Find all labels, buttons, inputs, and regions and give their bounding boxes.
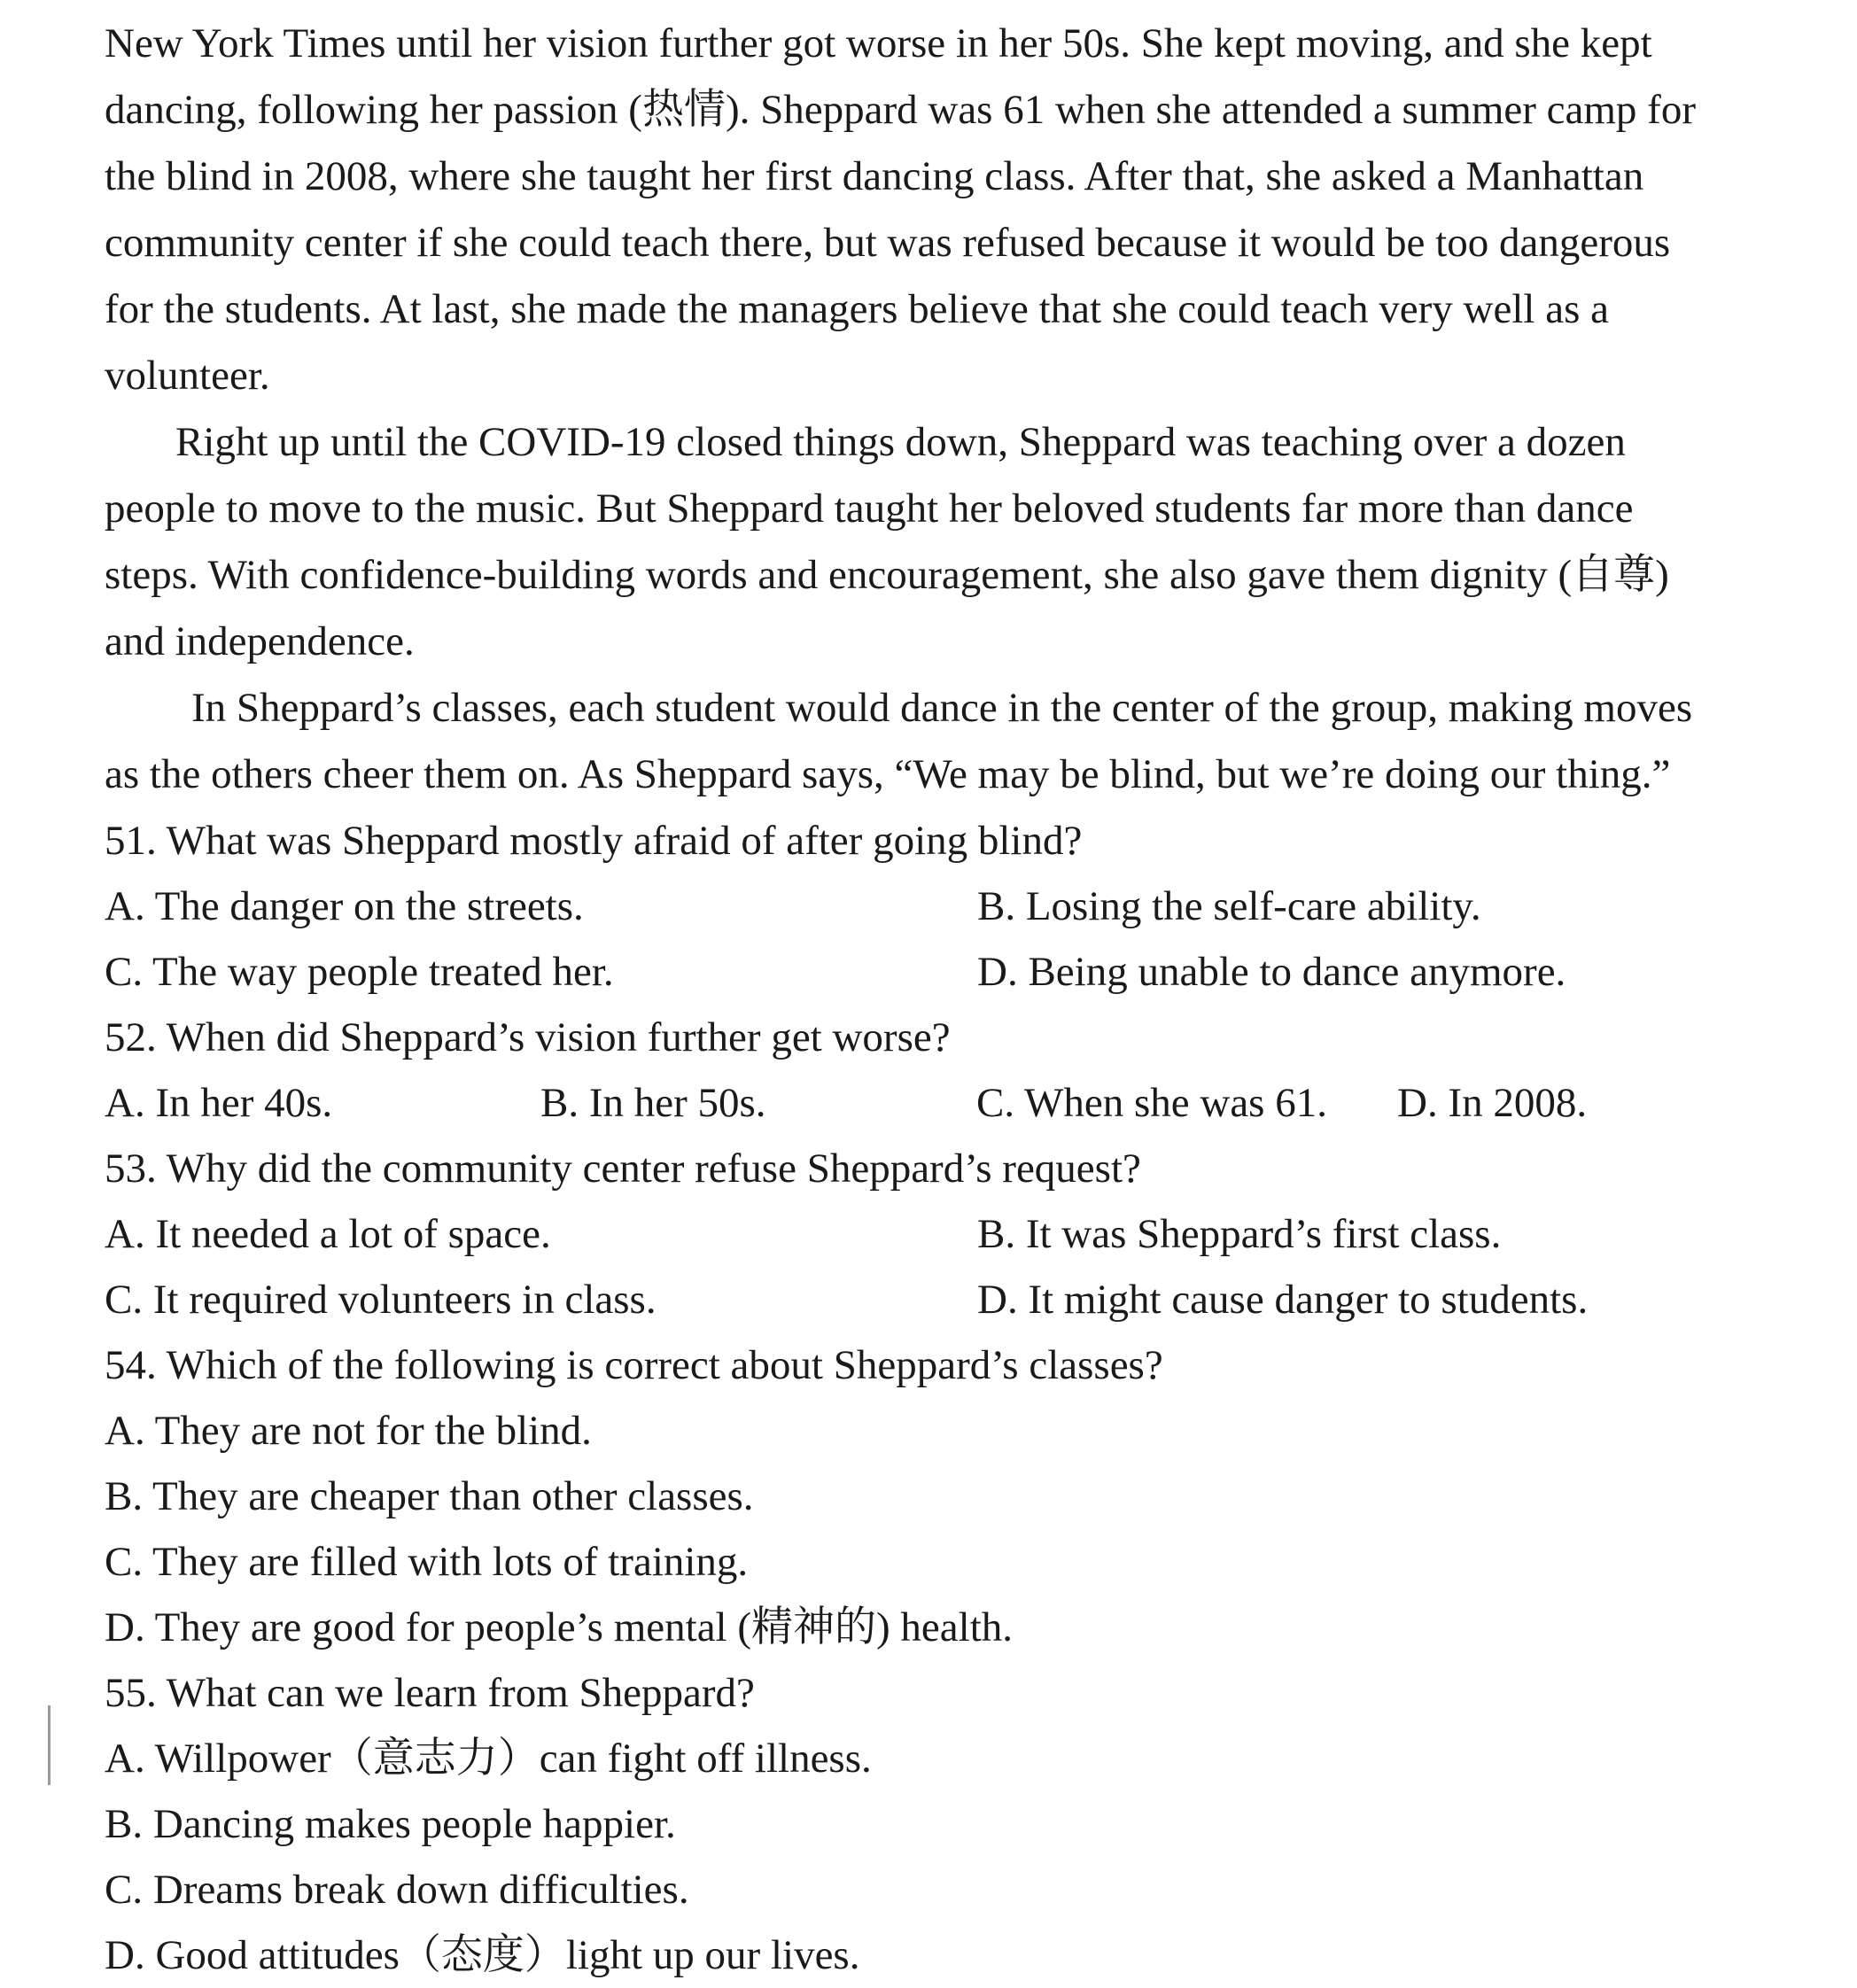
option-a: A. Willpower（意志力）can fight off illness. <box>105 1736 872 1782</box>
paragraph-1 <box>105 11 1806 409</box>
option-a: A. They are not for the blind. <box>105 1408 592 1454</box>
exam-page <box>105 11 1806 1988</box>
option-row <box>105 1070 1806 1136</box>
question-stem: 54. Which of the following is correct about Sheppard’s classes? <box>105 1342 1163 1388</box>
text-line: dancing, following her passion (热情). Sheppard was 61 when she attended a summer camp for <box>105 87 1696 133</box>
option-d: D. In 2008. <box>1397 1080 1588 1126</box>
option-d: D. They are good for people’s mental (精神的) health. <box>105 1604 1014 1650</box>
option-c: C. The way people treated her. <box>105 949 614 995</box>
option-b: B. In her 50s. <box>540 1080 766 1126</box>
option-b: B. It was Sheppard’s first class. <box>977 1211 1502 1257</box>
option-b: B. Losing the self-care ability. <box>977 883 1481 929</box>
question-52 <box>105 1005 1806 1136</box>
option-c: C. When she was 61. <box>976 1080 1327 1126</box>
option-row <box>105 1267 1806 1332</box>
question-stem: 53. Why did the community center refuse Sheppard’s request? <box>105 1145 1141 1192</box>
paragraph-3 <box>105 675 1806 808</box>
margin-mark <box>48 1705 51 1785</box>
question-51 <box>105 808 1806 1005</box>
text-line: as the others cheer them on. As Sheppard says, “We may be blind, but we’re doing our thing.” <box>105 751 1671 797</box>
option-d: D. Good attitudes（态度）light up our lives. <box>105 1932 860 1978</box>
text-line: the blind in 2008, where she taught her first dancing class. After that, she asked a Manhattan <box>105 153 1644 199</box>
text-line: Right up until the COVID-19 closed things down, Sheppard was teaching over a dozen <box>175 419 1626 465</box>
question-stem: 55. What can we learn from Sheppard? <box>105 1670 755 1716</box>
option-c: C. It required volunteers in class. <box>105 1277 657 1323</box>
option-row <box>105 939 1806 1005</box>
option-b: B. They are cheaper than other classes. <box>105 1473 754 1519</box>
option-d: D. Being unable to dance anymore. <box>977 949 1566 995</box>
question-stem: 51. What was Sheppard mostly afraid of after going blind? <box>105 818 1083 864</box>
text-line: steps. With confidence-building words and encouragement, she also gave them dignity (自尊) <box>105 552 1669 598</box>
text-line: and independence. <box>105 618 415 664</box>
text-line: for the students. At last, she made the managers believe that she could teach very well as a <box>105 286 1609 332</box>
option-a: A. The danger on the streets. <box>105 883 584 929</box>
option-d: D. It might cause danger to students. <box>977 1277 1589 1323</box>
option-c: C. They are filled with lots of training. <box>105 1539 749 1585</box>
text-line: volunteer. <box>105 353 270 399</box>
question-55 <box>105 1660 1806 1988</box>
question-54 <box>105 1332 1806 1660</box>
option-row <box>105 874 1806 939</box>
text-line: In Sheppard’s classes, each student would dance in the center of the group, making moves <box>191 685 1693 731</box>
text-line: New York Times until her vision further got worse in her 50s. She kept moving, and she kept <box>105 20 1652 66</box>
option-c: C. Dreams break down difficulties. <box>105 1867 689 1913</box>
option-a: A. It needed a lot of space. <box>105 1211 551 1257</box>
text-line: people to move to the music. But Sheppard taught her beloved students far more than dance <box>105 485 1634 532</box>
option-b: B. Dancing makes people happier. <box>105 1801 676 1847</box>
question-stem: 52. When did Sheppard’s vision further get worse? <box>105 1014 951 1060</box>
option-a: A. In her 40s. <box>105 1080 333 1126</box>
question-53 <box>105 1136 1806 1332</box>
option-row <box>105 1201 1806 1267</box>
text-line: community center if she could teach there, but was refused because it would be too dangerous <box>105 220 1671 266</box>
paragraph-2 <box>105 409 1806 675</box>
